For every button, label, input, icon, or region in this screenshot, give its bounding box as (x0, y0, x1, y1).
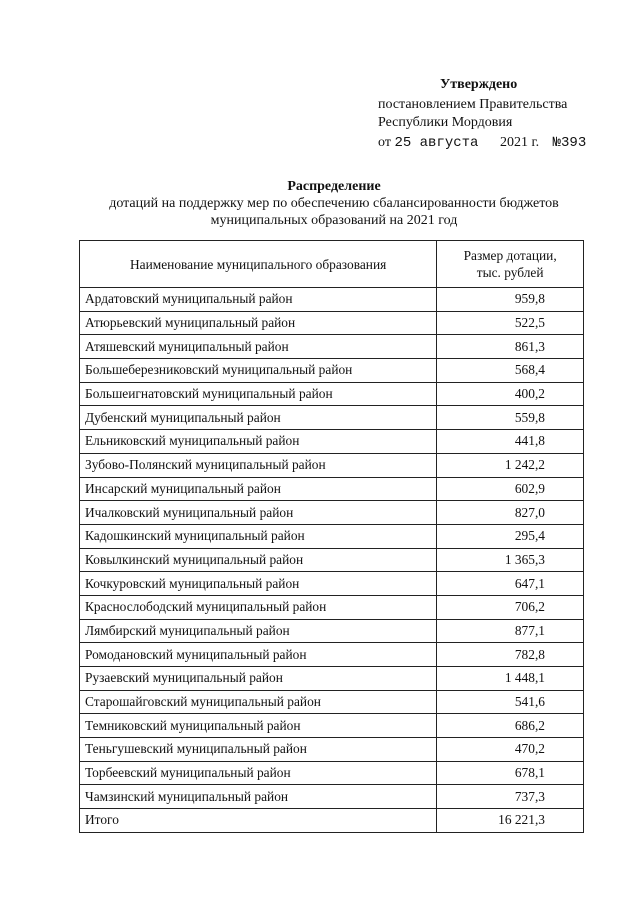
approval-number: №393 (552, 135, 587, 151)
subsidy-amount: 541,6 (437, 690, 584, 714)
subsidy-amount: 441,8 (437, 430, 584, 454)
municipality-name: Большеигнатовский муниципальный район (80, 382, 437, 406)
table-row (80, 761, 584, 785)
municipality-name: Теньгушевский муниципальный район (80, 738, 437, 762)
header-name: Наименование муниципального образования (80, 241, 437, 288)
table-row (80, 619, 584, 643)
approval-year: 2021 г. (499, 135, 540, 150)
table-body (80, 288, 584, 809)
municipality-name: Кочкуровский муниципальный район (80, 572, 437, 596)
table-row (80, 359, 584, 383)
table-row (80, 572, 584, 596)
municipality-name: Рузаевский муниципальный район (80, 667, 437, 691)
table-row (80, 524, 584, 548)
total-value: 16 221,3 (437, 809, 584, 833)
municipality-name: Большеберезниковский муниципальный район (80, 359, 437, 383)
table-row (80, 382, 584, 406)
table-row (80, 548, 584, 572)
subsidy-amount: 400,2 (437, 382, 584, 406)
approval-line-2: Республики Мордовия (378, 115, 513, 130)
subsidy-amount: 295,4 (437, 524, 584, 548)
document-title: Распределение (287, 179, 381, 194)
subsidy-amount: 522,5 (437, 311, 584, 335)
municipality-name: Старошайговский муниципальный район (80, 690, 437, 714)
total-label: Итого (80, 809, 437, 833)
subsidy-amount: 877,1 (437, 619, 584, 643)
subsidy-amount: 1 365,3 (437, 548, 584, 572)
subsidy-amount: 737,3 (437, 785, 584, 809)
municipality-name: Атяшевский муниципальный район (80, 335, 437, 359)
municipality-name: Ельниковский муниципальный район (80, 430, 437, 454)
document-heading (0, 178, 640, 229)
table-row (80, 785, 584, 809)
table-row (80, 667, 584, 691)
document-subtitle-2: муниципальных образований на 2021 год (210, 213, 458, 228)
header-amount-line-1: Размер дотации, (463, 248, 557, 263)
table-row (80, 738, 584, 762)
subsidy-table (79, 240, 584, 833)
approval-date-stamp: 25 августа (394, 135, 479, 151)
subsidy-amount: 706,2 (437, 595, 584, 619)
table-header-row (80, 241, 584, 288)
subsidy-amount: 827,0 (437, 501, 584, 525)
subsidy-amount: 678,1 (437, 761, 584, 785)
municipality-name: Чамзинский муниципальный район (80, 785, 437, 809)
municipality-name: Атюрьевский муниципальный район (80, 311, 437, 335)
municipality-name: Инсарский муниципальный район (80, 477, 437, 501)
subsidy-amount: 647,1 (437, 572, 584, 596)
table-row (80, 643, 584, 667)
municipality-name: Ромодановский муниципальный район (80, 643, 437, 667)
table-row (80, 288, 584, 312)
subsidy-amount: 559,8 (437, 406, 584, 430)
subsidy-amount: 861,3 (437, 335, 584, 359)
municipality-name: Ичалковский муниципальный район (80, 501, 437, 525)
table-row (80, 690, 584, 714)
header-amount (437, 241, 584, 288)
municipality-name: Темниковский муниципальный район (80, 714, 437, 738)
table-row (80, 477, 584, 501)
table-row (80, 311, 584, 335)
table-row (80, 335, 584, 359)
total-row (80, 809, 584, 833)
municipality-name: Ковылкинский муниципальный район (80, 548, 437, 572)
table-row (80, 406, 584, 430)
approval-date-prefix: от (378, 135, 391, 150)
municipality-name: Зубово-Полянский муниципальный район (80, 453, 437, 477)
subsidy-amount: 782,8 (437, 643, 584, 667)
subsidy-amount: 686,2 (437, 714, 584, 738)
subsidy-amount: 959,8 (437, 288, 584, 312)
table-row (80, 501, 584, 525)
table-row (80, 430, 584, 454)
subsidy-amount: 568,4 (437, 359, 584, 383)
table-row (80, 453, 584, 477)
municipality-name: Ардатовский муниципальный район (80, 288, 437, 312)
subsidy-amount: 470,2 (437, 738, 584, 762)
header-amount-line-2: тыс. рублей (476, 265, 544, 280)
approval-date-line (378, 134, 586, 152)
municipality-name: Дубенский муниципальный район (80, 406, 437, 430)
table-row (80, 714, 584, 738)
approval-title: Утверждено (440, 77, 518, 92)
municipality-name: Лямбирский муниципальный район (80, 619, 437, 643)
subsidy-amount: 1 448,1 (437, 667, 584, 691)
municipality-name: Кадошкинский муниципальный район (80, 524, 437, 548)
subsidy-amount: 1 242,2 (437, 453, 584, 477)
table-row (80, 595, 584, 619)
municipality-name: Торбеевский муниципальный район (80, 761, 437, 785)
document-subtitle-1: дотаций на поддержку мер по обеспечению сбалансированности бюджетов (109, 196, 559, 211)
subsidy-amount: 602,9 (437, 477, 584, 501)
approval-block (378, 76, 586, 152)
municipality-name: Краснослободский муниципальный район (80, 595, 437, 619)
approval-line-1: постановлением Правительства (378, 97, 568, 112)
